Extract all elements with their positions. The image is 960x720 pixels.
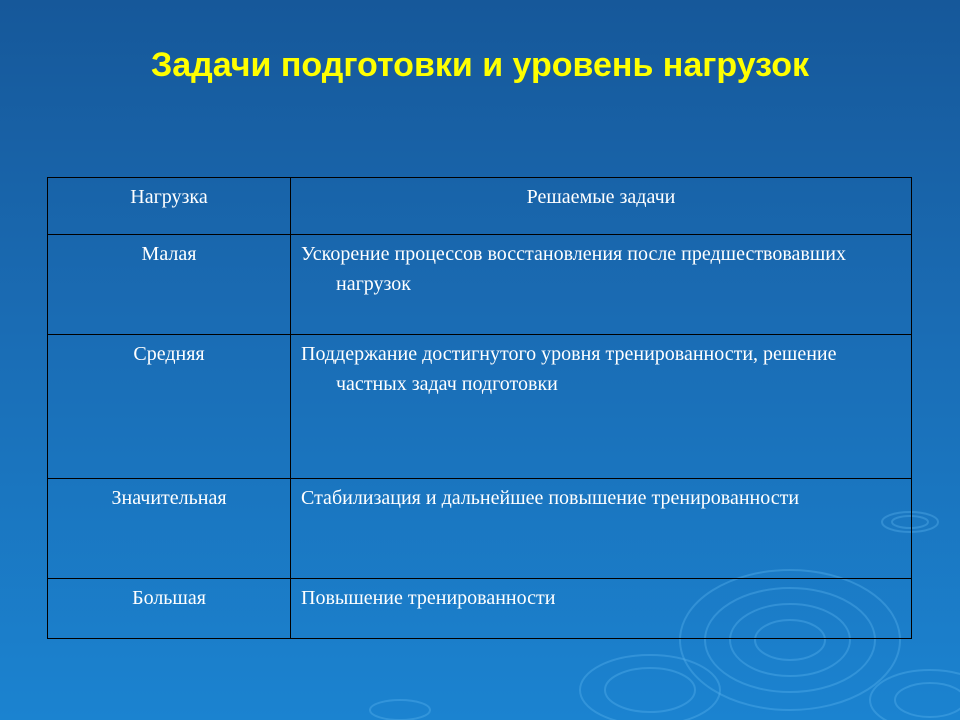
table-row <box>48 479 912 579</box>
task-cell <box>291 335 912 479</box>
load-cell <box>48 579 291 639</box>
slide-title: Задачи подготовки и уровень нагрузок <box>150 46 810 84</box>
load-cell <box>48 335 291 479</box>
header-load-label: Нагрузка <box>130 186 208 208</box>
task-cell <box>291 235 912 335</box>
load-level: Большая <box>132 587 206 609</box>
load-level: Малая <box>141 243 197 265</box>
task-text: Ускорение процессов восстановления после предшествовавших нагрузок <box>301 243 846 295</box>
header-tasks <box>291 178 912 235</box>
load-level: Значительная <box>111 487 227 509</box>
load-cell <box>48 479 291 579</box>
task-cell <box>291 579 912 639</box>
header-tasks-label: Решаемые задачи <box>526 186 676 208</box>
loads-table <box>47 177 912 639</box>
task-text: Стабилизация и дальнейшее повышение тренированности <box>301 487 800 509</box>
task-text: Поддержание достигнутого уровня тренированности, решение частных задач подготовки <box>301 343 837 395</box>
task-text: Повышение тренированности <box>301 587 556 609</box>
load-cell <box>48 235 291 335</box>
task-cell <box>291 479 912 579</box>
load-level: Средняя <box>133 343 205 365</box>
table-row <box>48 235 912 335</box>
table-header-row <box>48 178 912 235</box>
table-row <box>48 335 912 479</box>
header-load <box>48 178 291 235</box>
table-row <box>48 579 912 639</box>
